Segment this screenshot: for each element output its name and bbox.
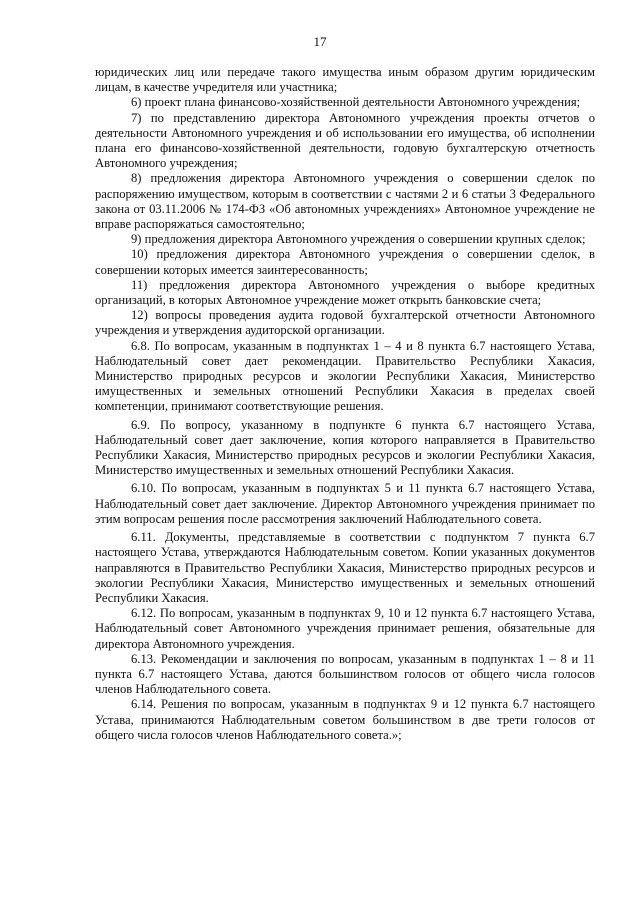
paragraph-item-9: 9) предложения директора Автономного учреждения о совершении крупных сделок;	[131, 232, 586, 247]
paragraph-6-12: 6.12. По вопросам, указанным в подпунктах 9, 10 и 12 пункта 6.7 настоящего Устава, Наблюдательный совет Автономного учреждения принимает решения, обязательные для директора Автономного учреждения.	[95, 606, 595, 651]
paragraph-item-7: 7) по представлению директора Автономного учреждения проекты отчетов о деятельности Автономного учреждения и об использовании его имущества, об исполнении плана его финансово-хозяйственной деятельности, годовую бухгалтерскую отчетность Автономного учреждения;	[95, 110, 595, 171]
paragraph-item-11: 11) предложения директора Автономного учреждения о выборе кредитных организаций, в которых Автономное учреждение может открыть банковские счета;	[95, 277, 595, 308]
paragraph-6-13: 6.13. Рекомендации и заключения по вопросам, указанным в подпунктах 1 – 8 и 11 пункта 6.7 настоящего Устава, даются большинством голосов от общего числа голосов членов Наблюдательного совета.	[95, 651, 595, 697]
paragraph-item-12: 12) вопросы проведения аудита годовой бухгалтерской отчетности Автономного учреждения и утверждения аудиторской организации.	[95, 308, 595, 338]
paragraph-6-9: 6.9. По вопросу, указанному в подпункте 6 пункта 6.7 настоящего Устава, Наблюдательный совет дает заключение, копия которого направляется в Правительство Республики Хакасия, Министерство природных ресурсов и экологии Республики Хакасия, Министерство имущественных и земельных отношений Республики Хакасия.	[95, 417, 595, 478]
paragraph-item-10: 10) предложения директора Автономного учреждения о совершении сделок, в совершении которых имеется заинтересованность;	[95, 247, 595, 277]
paragraph-6-8: 6.8. По вопросам, указанным в подпунктах 1 – 4 и 8 пункта 6.7 настоящего Устава, Наблюдательный совет дает рекомендации. Правительство Республики Хакасия, Министерство природных ресурсов и экологии Республики Хакасия, Министерство имущественных и земельных отношений Республики Хакасия в пределах своей компетенции, принимают соответствующие решения.	[95, 338, 595, 414]
page-number: 17	[313, 34, 327, 49]
paragraph-continuation: юридических лиц или передаче такого имущества иным образом другим юридическим лицам, в качестве учредителя или участника;	[95, 65, 595, 95]
paragraph-item-6: 6) проект плана финансово-хозяйственной деятельности Автономного учреждения;	[131, 95, 581, 110]
paragraph-6-14: 6.14. Решения по вопросам, указанным в подпунктах 9 и 12 пункта 6.7 настоящего Устава, принимаются Наблюдательным советом большинством в две трети голосов от общего числа голосов членов Наблюдательного совета.»;	[95, 697, 595, 742]
paragraph-6-11: 6.11. Документы, представляемые в соответствии с подпунктом 7 пункта 6.7 настоящего Устава, утверждаются Наблюдательным советом. Копии указанных документов направляются в Правительство Республики Хакасия, Министерство природных ресурсов и экологии Республики Хакасия, Министерство имущественных и земельных отношений Республики Хакасия.	[95, 530, 595, 605]
document-body	[95, 65, 595, 743]
paragraph-6-10: 6.10. По вопросам, указанным в подпунктах 5 и 11 пункта 6.7 настоящего Устава, Наблюдательный совет дает заключение. Директор Автономного учреждения принимает по этим вопросам решения после рассмотрения заключений Наблюдательного совета.	[95, 481, 595, 526]
paragraph-item-8: 8) предложения директора Автономного учреждения о совершении сделок по распоряжению имуществом, которым в соответствии с частями 2 и 6 статьи 3 Федерального закона от 03.11.2006 № 174-ФЗ «Об автономных учреждениях» Автономное учреждение не вправе распоряжаться самостоятельно;	[95, 171, 595, 232]
